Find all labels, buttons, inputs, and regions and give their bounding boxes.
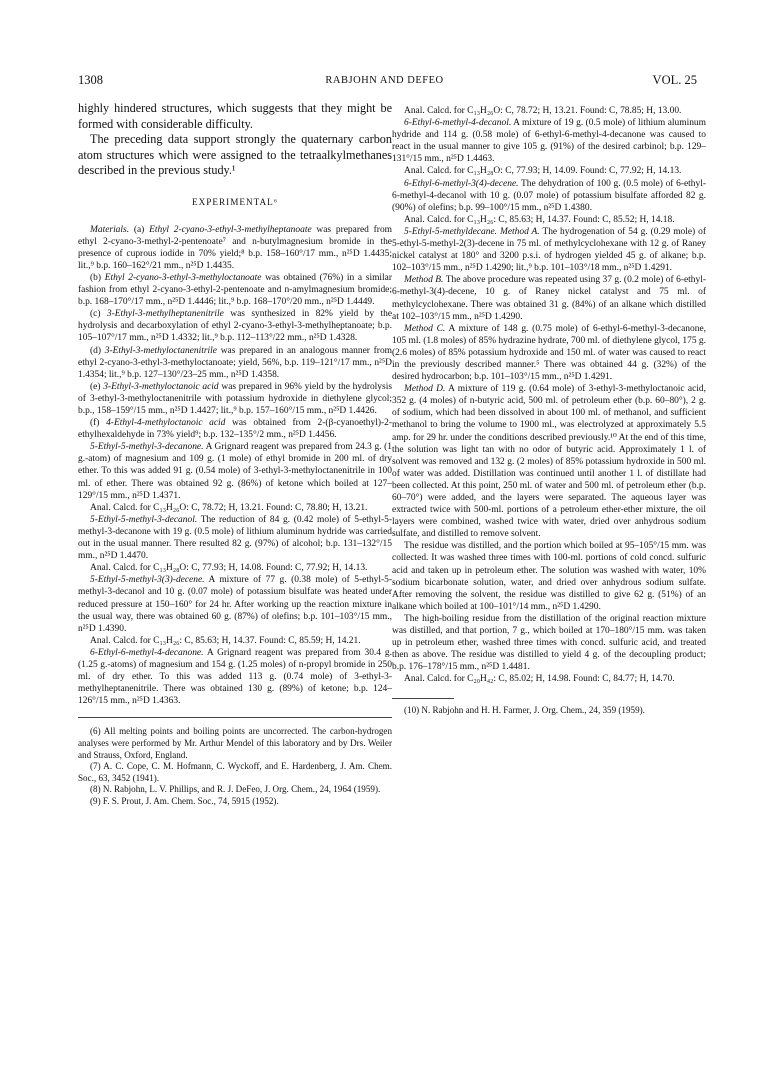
section-heading: EXPERIMENTAL⁶ <box>192 196 278 207</box>
footnote-divider-right <box>392 698 454 699</box>
paragraph-decanone-2 <box>78 647 392 707</box>
paragraph-decene <box>78 574 392 634</box>
paragraph-materials-c <box>78 308 392 344</box>
intro-paragraph-1: highly hindered structures, which suggests that they might be formed with considerable difficulty. <box>78 101 392 131</box>
paragraph-text: A Grignard reagent was prepared from 30.4 g. (1.25 g.-atoms) of magnesium and 154 g. (1.25 moles) of n-propyl bromide in 250 ml. of dry ether. To this was added 113 g. (0.74 mole) of 3-ethyl-3-methylheptanenitrile. There was obtained 130 g. (89%) of ketone; b.p. 124–126°/15 mm., n²⁵D 1.4363. <box>78 647 392 707</box>
paragraph-text: A mixture of 77 g. (0.38 mole) of 5-ethyl-5-methyl-3-decanol and 10 g. (0.07 mole) of potassium bisulfate was heated under reduced pressure at 150–160° for 24 hr. After working up the reaction mixture in the usual way, there was obtained 60 g. (87%) of olefins; b.p. 101–103°/15 mm., n²⁵D 1.4390. <box>78 575 393 634</box>
compound-name: 4-Ethyl-4-methyloctanoic acid <box>106 418 226 429</box>
compound-name: 6-Ethyl-6-methyl-3(4)-decene. <box>404 178 519 189</box>
left-column <box>78 101 392 808</box>
compound-name: 6-Ethyl-6-methyl-4-decanone. <box>90 647 204 658</box>
paragraph-text: The reduction of 84 g. (0.42 mole) of 5-ethyl-5-methyl-3-decanone with 19 g. (0.5 mole) of lithium aluminum hydride was carried out in the usual manner. There resulted 82 g. (97%) of alcohol; b.p. 131–132°/15 mm., n²⁵D 1.4470. <box>78 514 392 562</box>
paragraph-text: The dehydration of 100 g. (0.5 mole) of 6-ethyl-6-methyl-4-decanol with 10 g. (0.07 mole) of potassium bisulfate afforded 82 g. (90%) of olefins; b.p. 99–100°/15 mm., n²⁵D 1.4380. <box>392 178 706 213</box>
compound-name: Ethyl 2-cyano-3-ethyl-3-methylheptanoate <box>149 224 312 235</box>
compound-name: 5-Ethyl-5-methyldecane. <box>404 226 498 237</box>
page-header <box>0 73 769 93</box>
footnote-6: (6) All melting points and boiling points are uncorrected. The carbon-hydrogen analyses were performed by Mr. Arthur Mendel of this laboratory and by Drs. Weiler and Strauss, Oxford, England. <box>78 726 392 760</box>
paragraph-decanol-2 <box>392 117 706 165</box>
paragraph-method-b <box>392 274 706 322</box>
paragraph-materials-a <box>78 224 392 272</box>
paragraph-decanol <box>78 514 392 562</box>
compound-name: 3-Ethyl-3-methyloctanoic acid <box>103 381 219 392</box>
analysis-6: Anal. Calcd. for C₁₃H₂₆: C, 85.63; H, 14.37. Found: C, 85.52; H, 14.18. <box>404 214 675 225</box>
item-label: (a) <box>133 224 145 235</box>
paragraph-high-boiling: The high-boiling residue from the distillation of the original reaction mixture was distilled, and that portion, 7 g., which boiled at 170–180°/15 mm. was taken up in petroleum ether, washed three times with concd. sulfuric acid, and treated then as above. The residue was distilled to yield 4 g. of the decoupling product; b.p. 176–178°/15 mm., n²⁵D 1.4481. <box>392 613 706 673</box>
materials-head: Materials. <box>90 224 130 235</box>
paragraph-residue: The residue was distilled, and the portion which boiled at 95–105°/15 mm. was collected. It was washed three times with 100-ml. portions of cold concd. sulfuric acid and taken up in petroleum ether. The solution was washed with water, 10% sodium bicarbonate solution, water, and dried over anhydrous sodium sulfate. After removing the solvent, the residue was distilled to give 62 g. (51%) of an alkane which boiled at 100–101°/14 mm., n²⁵D 1.4290. <box>392 541 706 612</box>
paragraph-text: was prepared in an analogous manner from ethyl 2-cyano-3-ethyl-3-methyloctanoate; yield, 56%, b.p. 119–121°/17 mm., n²⁵D 1.4354; lit.,⁹ b.p. 127–130°/23–25 mm., n²⁵D 1.4358. <box>78 345 393 380</box>
method-label: Method C. <box>404 323 446 334</box>
page-number: 1308 <box>78 73 103 87</box>
analysis-5: Anal. Calcd. for C₁₃H₂₈O: C, 77.93; H, 14.09. Found: C, 77.92; H, 14.13. <box>404 166 682 177</box>
paragraph-text: The hydrogenation of 54 g. (0.29 mole) of 5-ethyl-5-methyl-2(3)-decene in 75 ml. of methylcyclohexane with 12 g. of Raney nickel catalyst at 180° and 3200 p.s.i. of hydrogen yielded 45 g. of alkane; b.p. 102–103°/15 mm., n²⁵D 1.4290; lit.,⁹ b.p. 101–103°/18 mm., n²⁵D 1.4291. <box>392 226 706 274</box>
paragraph-text: A Grignard reagent was prepared from 24.3 g. (1 g.-atom) of magnesium and 109 g. (1 mole) of ethyl bromide in 200 ml. of dry ether. To this was added 91 g. (0.54 mole) of 3-ethyl-3-methyloctanenitrile in 100 ml. of ether. There was obtained 92 g. (86%) of ketone which boiled at 127–129°/15 mm., n²⁵D 1.4371. <box>78 442 392 501</box>
footnote-8: (8) N. Rabjohn, L. V. Phillips, and R. J. DeFeo, J. Org. Chem., 24, 1964 (1959). <box>90 784 381 795</box>
paragraph-text: was prepared from ethyl 2-cyano-3-methyl-2-pentenoate⁷ and n-butylmagnesium bromide in the presence of cuprous iodide in 70% yield;⁸ b.p. 158–160°/17 mm., n²⁵D 1.4435; lit.,⁹ b.p. 160–162°/21 mm., n²⁵D 1.4435. <box>78 224 393 271</box>
analysis-1: Anal. Calcd. for C₁₃H₂₆O: C, 78.72; H, 13.21. Found: C, 78.80; H, 13.21. <box>90 502 368 513</box>
compound-name: 5-Ethyl-5-methyl-3-decanone. <box>90 442 204 453</box>
right-column <box>392 105 706 716</box>
paragraph-text: was obtained from 2-(β-cyanoethyl)-2-ethylhexaldehyde in 73% yield⁹; b.p. 132–135°/2 mm., n²⁵D 1.4456. <box>78 418 392 441</box>
method-label: Method B. <box>404 275 444 286</box>
footnote-9: (9) F. S. Prout, J. Am. Chem. Soc., 74, 5915 (1952). <box>90 795 279 806</box>
intro-paragraph-2: The preceding data support strongly the quaternary carbon atom structures which were assigned to the tetraalkylmethanes described in the previous study.¹ <box>78 132 392 177</box>
item-label: (f) <box>90 418 100 429</box>
compound-name: 5-Ethyl-5-methyl-3(3)-decene. <box>90 575 205 586</box>
paragraph-materials-f <box>78 417 392 441</box>
compound-name: 6-Ethyl-6-methyl-4-decanol. <box>404 118 512 129</box>
item-label: (b) <box>90 272 102 283</box>
paragraph-text: A mixture of 119 g. (0.64 mole) of 3-ethyl-3-methyloctanoic acid, 352 g. (4 moles) of n-butyric acid, 500 ml. of petroleum ether (b.p. 60–80°), 2 g. of sodium, which had been dissolved in about 100 ml. of methanol, and sufficient methanol to bring the volume to 1900 ml., was electrolyzed at approximately 5.5 amp. for 29 hr. under the conditions described previously.¹⁰ At the end of this time, the solution was light tan with no odor of butyric acid. Approximately 1 l. of solvent was removed and 132 g. (2 moles) of 85% potassium hydroxide in 500 ml. of water was added. Distillation was continued until another 1 l. of distillate had been collected. At this point, 250 ml. of water and 500 ml. of petroleum ether (b.p. 60–70°) were added, and the layers were separated. The aqueous layer was extracted twice with 500-ml. portions of a petroleum ether-ether mixture, the oil layers were combined, washed twice with water, dried over anhydrous sodium sulfate, and distilled to remove solvent. <box>392 384 707 540</box>
paragraph-text: A mixture of 19 g. (0.5 mole) of lithium aluminum hydride and 114 g. (0.58 mole) of 6-ethyl-6-methyl-4-decanone was caused to react in the usual manner to give 105 g. (91%) of the desired carbinol; b.p. 129–131°/15 mm., n²⁵D 1.4463. <box>392 118 706 165</box>
item-label: (d) <box>90 345 102 356</box>
method-label: Method A. <box>499 226 540 237</box>
paragraph-text: The above procedure was repeated using 37 g. (0.2 mole) of 6-ethyl-6-methyl-3(4)-decene, 10 g. of Raney nickel catalyst and 75 ml. of methylcyclohexane. There was obtained 31 g. (84%) of an alkane which distilled at 102–103°/15 mm., n²⁵D 1.4290. <box>392 275 706 322</box>
paragraph-decene-2 <box>392 178 706 214</box>
paragraph-materials-e <box>78 381 392 417</box>
volume-label: VOL. 25 <box>652 73 697 87</box>
footnote-10: (10) N. Rabjohn and H. H. Farmer, J. Org. Chem., 24, 359 (1959). <box>404 704 645 715</box>
analysis-7: Anal. Calcd. for C₂₀H₄₂: C, 85.02; H, 14.98. Found: C, 84.77; H, 14.70. <box>404 674 675 685</box>
compound-name: 5-Ethyl-5-methyl-3-decanol. <box>90 514 198 525</box>
paragraph-text: was prepared in 96% yield by the hydrolysis of 3-ethyl-3-methyloctanenitrile with potassium hydroxide in diethylene glycol; b.p., 158–159°/15 mm., n²⁵D 1.4427; lit.,⁹ b.p. 157–160°/15 mm., n²⁵D 1.4426. <box>78 381 392 416</box>
paragraph-text: A mixture of 148 g. (0.75 mole) of 6-ethyl-6-methyl-3-decanone, 105 ml. (1.8 moles) of 85% hydrazine hydrate, 700 ml. of diethylene glycol, 175 g. (2.6 moles) of 85% potassium hydroxide and 150 ml. of water was caused to react in the previously described manner.⁵ There was obtained 44 g. (32%) of the desired hydrocarbon; b.p. 101–103°/15 mm., n²⁵D 1.4291. <box>392 323 706 383</box>
paragraph-text: was obtained (76%) in a similar fashion from ethyl 2-cyano-3-ethyl-2-pentenoate and n-amylmagnesium bromide; b.p. 168–170°/17 mm., n²⁵D 1.4446; lit.,⁹ b.p. 168–170°/20 mm., n²⁵D 1.4449. <box>78 272 393 308</box>
compound-name: Ethyl 2-cyano-3-ethyl-3-methyloctanoate <box>104 272 262 283</box>
paragraph-text: was synthesized in 82% yield by the hydrolysis and decarboxylation of ethyl 2-cyano-3-ethyl-3-methylheptanoate; b.p. 105–107°/17 mm., n²⁵D 1.4332; lit.,⁹ b.p. 112–113°/22 mm., n²⁵D 1.4328. <box>78 309 393 344</box>
analysis-3: Anal. Calcd. for C₁₃H₂₆: C, 85.63; H, 14.37. Found: C, 85.59; H, 14.21. <box>90 635 361 646</box>
paragraph-method-d <box>392 383 706 540</box>
compound-name: 3-Ethyl-3-methyloctanenitrile <box>104 345 217 356</box>
method-label: Method D. <box>404 384 446 395</box>
paragraph-materials-b <box>78 272 392 308</box>
paragraph-method-c <box>392 323 706 383</box>
paragraph-materials-d <box>78 345 392 381</box>
paragraph-decanone <box>78 441 392 501</box>
paragraph-method-a <box>392 226 706 274</box>
analysis-2: Anal. Calcd. for C₁₃H₂₈O: C, 77.93; H, 14.08. Found: C, 77.92; H, 14.13. <box>90 563 368 574</box>
footnote-divider <box>78 717 392 718</box>
compound-name: 3-Ethyl-3-methylheptanenitrile <box>106 309 224 320</box>
item-label: (c) <box>90 309 101 320</box>
footnote-7: (7) A. C. Cope, C. M. Hofmann, C. Wyckoff, and E. Hardenberg, J. Am. Chem. Soc., 63, 3452 (1941). <box>78 761 392 783</box>
running-head-authors: RABJOHN AND DEFEO <box>325 75 444 86</box>
analysis-4: Anal. Calcd. for C₁₃H₂₆O: C, 78.72; H, 13.21. Found: C, 78.85; H, 13.00. <box>404 106 682 116</box>
item-label: (e) <box>90 381 101 392</box>
